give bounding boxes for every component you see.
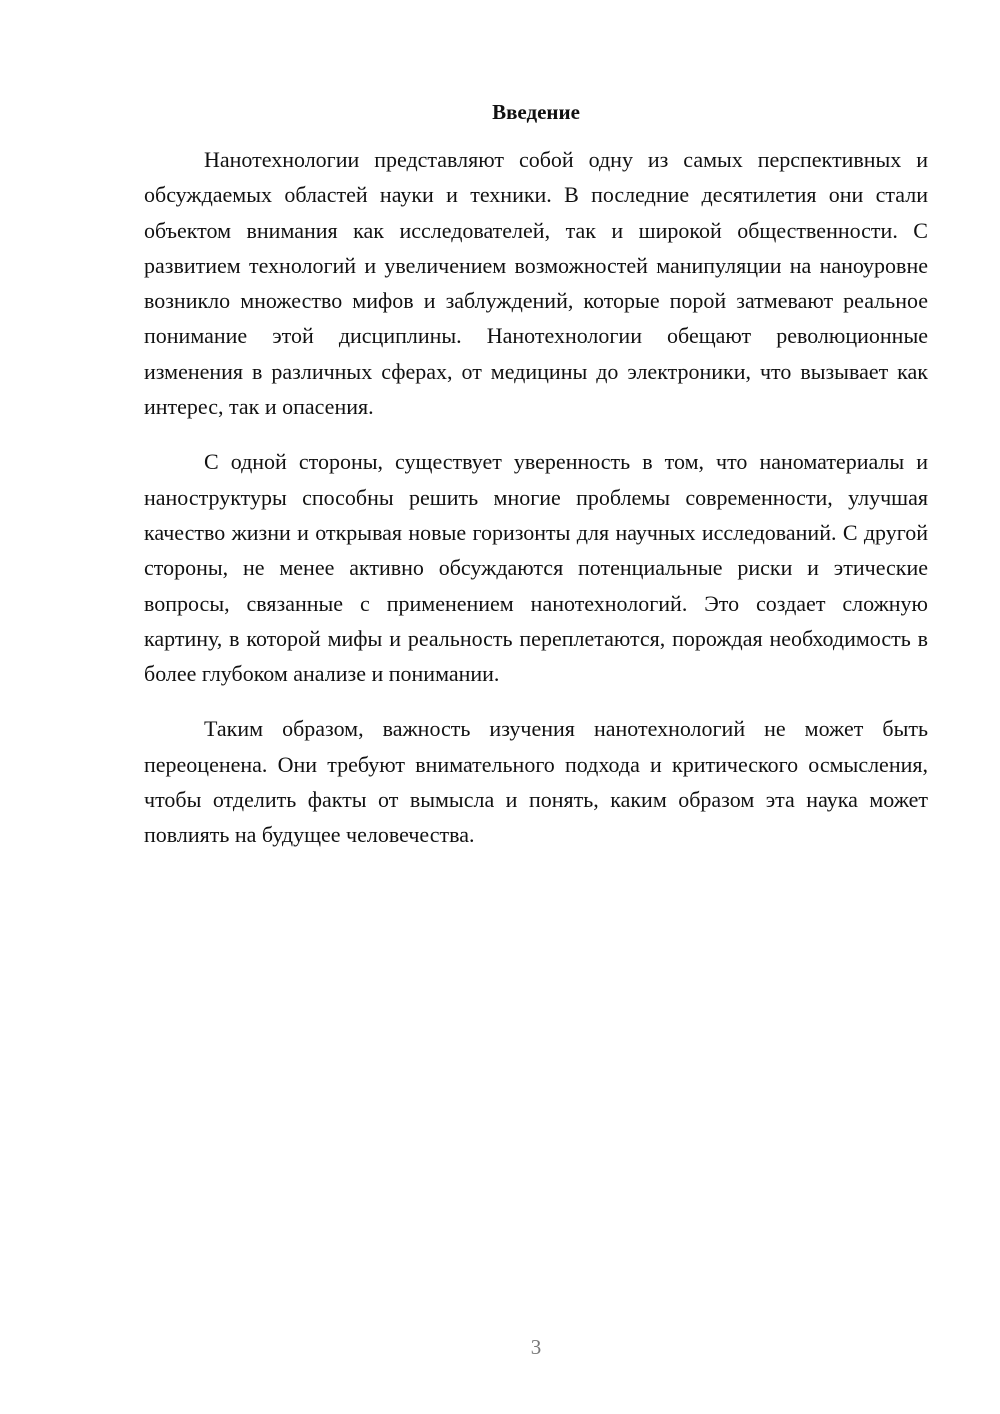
- paragraph-conclusion: Таким образом, важность изучения нанотехнологий не может быть переоценена. Они требуют внимательного подхода и критического осмысления, чтобы отделить факты от вымысла и понять, каким образом эта наука может повлиять на будущее человечества.: [144, 716, 928, 848]
- body-text: [144, 142, 928, 873]
- paragraph-introduction: Нанотехнологии представляют собой одну из самых перспективных и обсуждаемых областей науки и техники. В последние десятилетия они стали объектом внимания как исследователей, так и широкой общественности. С развитием технологий и увеличением возможностей манипуляции на наноуровне возникло множество мифов и заблуждений, которые порой затмевают реальное понимание этой дисциплины. Нанотехнологии обещают революционные изменения в различных сферах, от медицины до электроники, что вызывает как интерес, так и опасения.: [144, 147, 928, 420]
- page-number: 3: [530, 1335, 542, 1359]
- section-title: Введение: [492, 100, 580, 124]
- paragraph-pros-and-cons: С одной стороны, существует уверенность в том, что наноматериалы и наноструктуры способны решить многие проблемы современности, улучшая качество жизни и открывая новые горизонты для научных исследований. С другой стороны, не менее активно обсуждаются потенциальные риски и этические вопросы, связанные с применением нанотехнологий. Это создает сложную картину, в которой мифы и реальность переплетаются, порождая необходимость в более глубоком анализе и понимании.: [144, 449, 928, 687]
